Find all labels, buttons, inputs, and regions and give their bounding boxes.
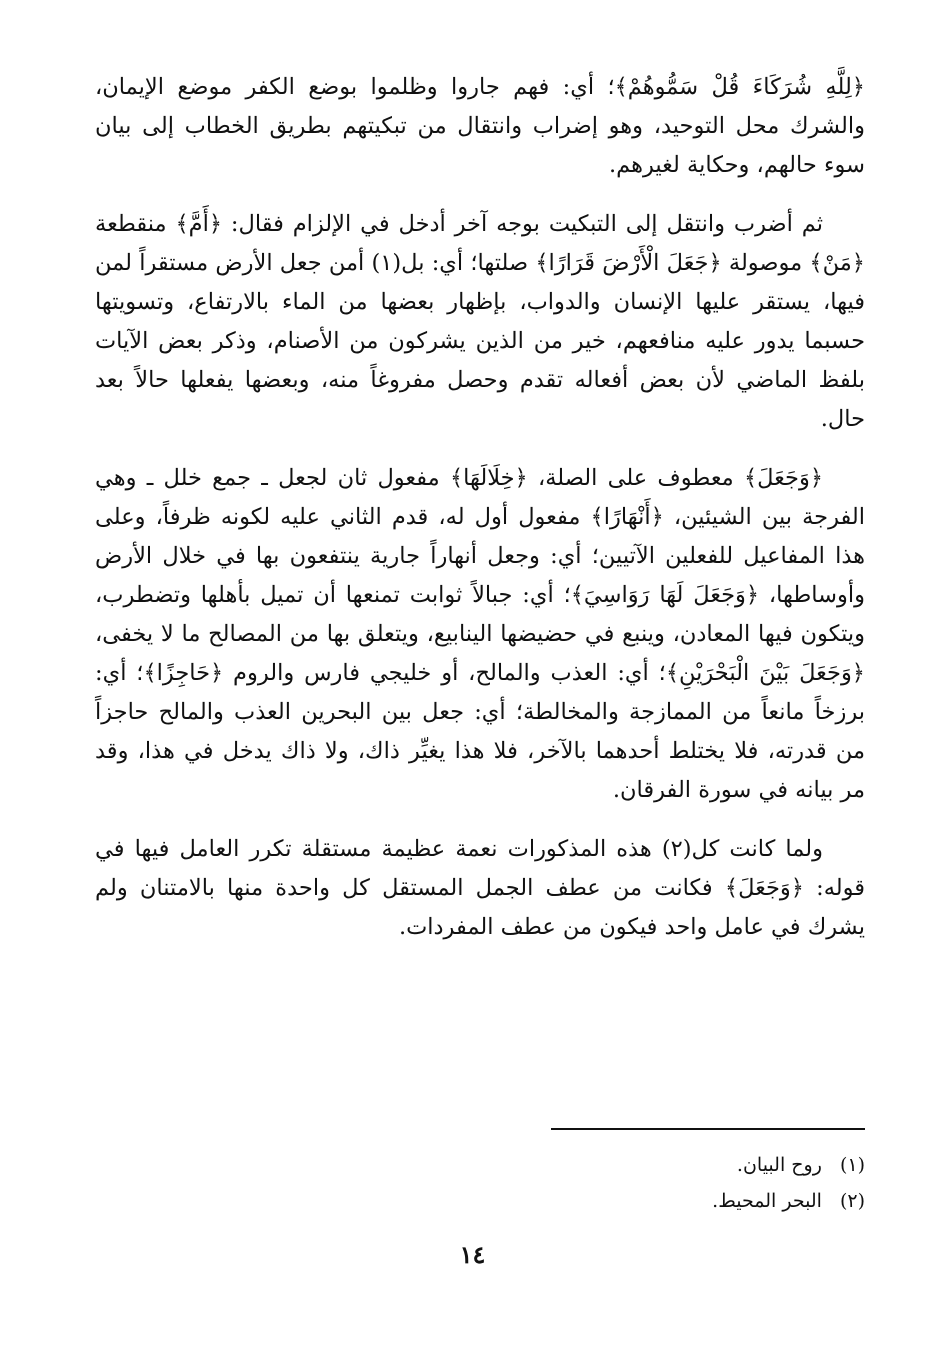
footnote-divider [551,1128,865,1130]
page-number: ١٤ [459,1240,486,1269]
paragraph-3: ﴿وَجَعَلَ﴾ معطوف على الصلة، ﴿خِلَالَهَا﴾ مفعول ثان لجعل ـ جمع خلل ـ وهي الفرجة بين الشيئين، ﴿أَنْهَارًا﴾ مفعول أول له، قدم الثاني عليه لكونه ظرفاً، وعلى هذا المفاعيل للفعلين الآتيين؛ أي: وجعل أنهاراً جارية ينتفعون بها في خلال الأرض وأوساطها، ﴿وَجَعَلَ لَهَا رَوَاسِيَ﴾؛ أي: جبالاً ثوابت تمنعها أن تميل بأهلها وتضطرب، ويتكون فيها المعادن، وينبع في حضيضها الينابيع، ويتعلق بها من المصالح ما لا يخفى، ﴿وَجَعَلَ بَيْنَ الْبَحْرَيْنِ﴾؛ أي: العذب والمالح، أو خليجي فارس والروم ﴿حَاجِزًا﴾؛ أي: برزخاً مانعاً من الممازجة والمخالطة؛ أي: جعل بين البحرين العذب والمالح حاجزاً من قدرته، فلا يختلط أحدهما بالآخر، فلا هذا يغيِّر ذاك، ولا ذاك يدخل في هذا، وقد مر بيانه في سورة الفرقان. [95,465,865,803]
footnote-number: (١) [839,1154,865,1176]
footnote-item [465,1147,865,1183]
paragraph-2: ثم أضرب وانتقل إلى التبكيت بوجه آخر أدخل في الإلزام فقال: ﴿أَمَّ﴾ منقطعة ﴿مَنْ﴾ موصولة ﴿جَعَلَ الْأَرْضَ قَرَارًا﴾ صلتها؛ أي: بل(١) أمن جعل الأرض مستقراً لمن فيها، يستقر عليها الإنسان والدواب، بإظهار بعضها من الماء بالارتفاع، وتسويتها حسبما يدور عليه منافعهم، خير من الذين يشركون من الأصنام، وذكر بعض الآيات بلفظ الماضي لأن بعض أفعاله تقدم وحصل مفروغاً منه، وبعضها يفعلها حالاً بعد حال. [95,211,865,432]
page-body [95,68,865,947]
footnote-text: البحر المحيط. [712,1190,822,1212]
paragraph-1: ﴿لِلَّهِ شُرَكَاءَ قُلْ سَمُّوهُمْ﴾؛ أي: فهم جاروا وظلموا بوضع الكفر موضع الإيمان، والشرك محل التوحيد، وهو إضراب وانتقال من تبكيتهم بطريق الخطاب إلى بيان سوء حالهم، وحكاية لغيرهم. [95,74,865,178]
footnote-number: (٢) [839,1190,865,1212]
footnote-text: روح البيان. [736,1154,822,1176]
paragraph-4: ولما كانت كل(٢) هذه المذكورات نعمة عظيمة مستقلة تكرر العامل فيها في قوله: ﴿وَجَعَلَ﴾ فكانت من عطف الجمل المستقل كل واحدة منها بالامتنان ولم يشرك في عامل واحد فيكون من عطف المفردات. [95,836,865,940]
footnotes [465,1147,865,1219]
footnote-item [465,1183,865,1219]
